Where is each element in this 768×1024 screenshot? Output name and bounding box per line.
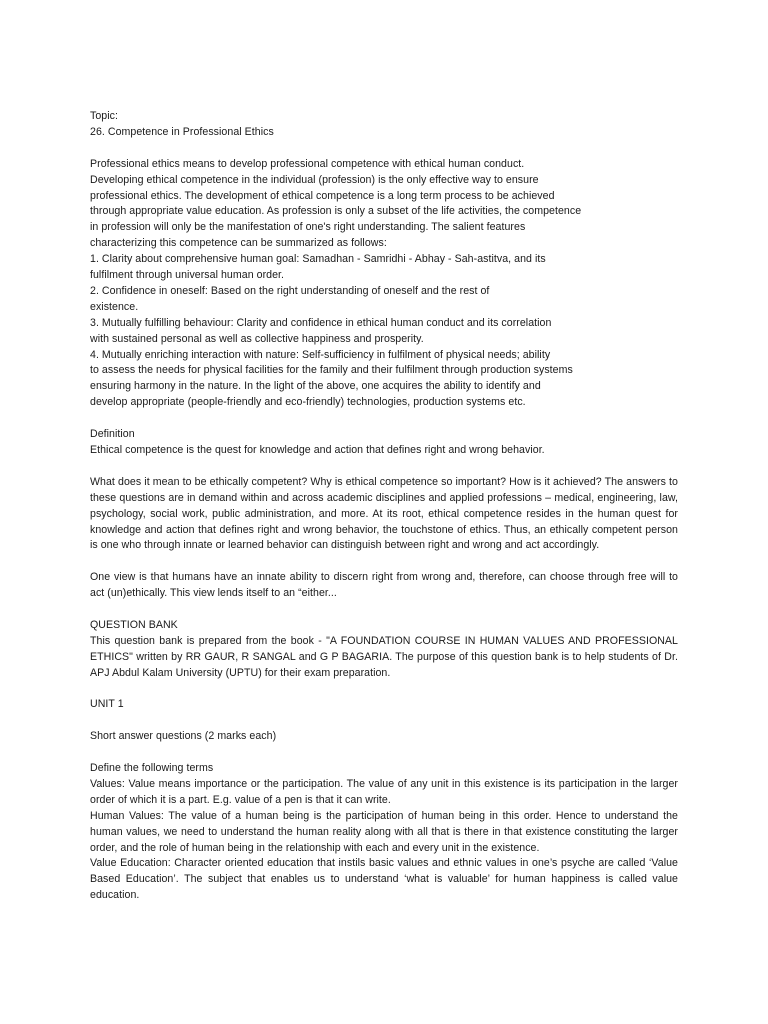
spacer (90, 682, 728, 698)
paragraph-view: One view is that humans have an innate ability to discern right from wrong and, therefore, can choose through free will to act (un)ethically. This view lends itself to an “either... (90, 571, 678, 600)
term-human-values: Human Values: The value of a human being is the participation of human being in this order. Hence to understand the human values, we need to understand the human reality along with all that is there in that existence constituting the larger order, and the role of human being in the relationship with each and every unit in the existence. (90, 809, 678, 854)
intro-line: professional ethics. The development of ethical competence is a long term process to be achieved (90, 189, 555, 202)
intro-line: Developing ethical competence in the individual (profession) is the only effective way to ensure (90, 173, 539, 186)
define-terms-heading: Define the following terms (90, 762, 214, 775)
term-value-education: Value Education: Character oriented education that instils basic values and ethnic values in one’s psyche are called ‘Value Based Education’. The subject that enables us to understand ‘what is valuable’ for human happiness is called value education. (90, 857, 678, 902)
question-bank-heading: QUESTION BANK (90, 618, 178, 631)
spacer (90, 459, 728, 475)
intro-line: develop appropriate (people-friendly and eco-friendly) technologies, production systems etc. (90, 396, 526, 409)
topic-title: 26. Competence in Professional Ethics (90, 125, 274, 138)
intro-line: to assess the needs for physical facilities for the family and their fulfilment through production systems (90, 364, 573, 377)
short-answer-heading: Short answer questions (2 marks each) (90, 730, 277, 743)
intro-line: 4. Mutually enriching interaction with nature: Self-sufficiency in fulfilment of physical needs; ability (90, 348, 551, 361)
intro-line: ensuring harmony in the nature. In the light of the above, one acquires the ability to identify and (90, 380, 541, 393)
intro-line: with sustained personal as well as collective happiness and prosperity. (90, 332, 424, 345)
intro-line: fulfilment through universal human order. (90, 269, 285, 282)
intro-line: in profession will only be the manifestation of one's right understanding. The salient features (90, 221, 526, 234)
intro-line: characterizing this competence can be summarized as follows: (90, 237, 387, 250)
definition-text: Ethical competence is the quest for knowledge and action that defines right and wrong behavior. (90, 444, 545, 456)
spacer (90, 745, 728, 761)
definition-heading: Definition (90, 428, 135, 441)
spacer (90, 554, 728, 570)
intro-line: 2. Confidence in oneself: Based on the right understanding of oneself and the rest of (90, 284, 490, 297)
term-values: Values: Value means importance or the participation. The value of any unit in this existence is its participation in the larger order of which it is a part. E.g. value of a pen is that it can write. (90, 777, 678, 806)
intro-line: Professional ethics means to develop professional competence with ethical human conduct. (90, 157, 525, 170)
intro-line: 3. Mutually fulfilling behaviour: Clarity and confidence in ethical human conduct and its correlation (90, 316, 552, 329)
topic-label: Topic: (90, 110, 118, 122)
spacer (90, 602, 728, 618)
intro-line: existence. (90, 300, 139, 313)
question-bank-text: This question bank is prepared from the book - "A FOUNDATION COURSE IN HUMAN VALUES AND PROFESSIONAL ETHICS" written by RR GAUR, R SANGAL and G P BAGARIA. The purpose of this question bank is to help students of Dr. APJ Abdul Kalam University (UPTU) for their exam preparation. (90, 634, 678, 679)
intro-section (90, 157, 728, 412)
paragraph-questions: What does it mean to be ethically competent? Why is ethical competence so important? How is it achieved? The answers to these questions are in demand within and across academic disciplines and applied professions – medical, engineering, law, psychology, social work, public administration, and more. At its root, ethical competence resides in the human quest for knowledge and action that defines right and wrong behavior, the touchstone of ethics. Thus, an ethically competent person is one who through innate or learned behavior can distinguish between right and wrong and act accordingly. (90, 475, 678, 552)
unit-heading: UNIT 1 (90, 698, 124, 711)
intro-line: through appropriate value education. As profession is only a subset of the life activities, the competence (90, 205, 582, 218)
spacer (90, 713, 728, 729)
spacer (90, 411, 728, 427)
intro-line: 1. Clarity about comprehensive human goal: Samadhan - Samridhi - Abhay - Sah-astitva, and its (90, 253, 546, 266)
spacer (90, 141, 728, 157)
